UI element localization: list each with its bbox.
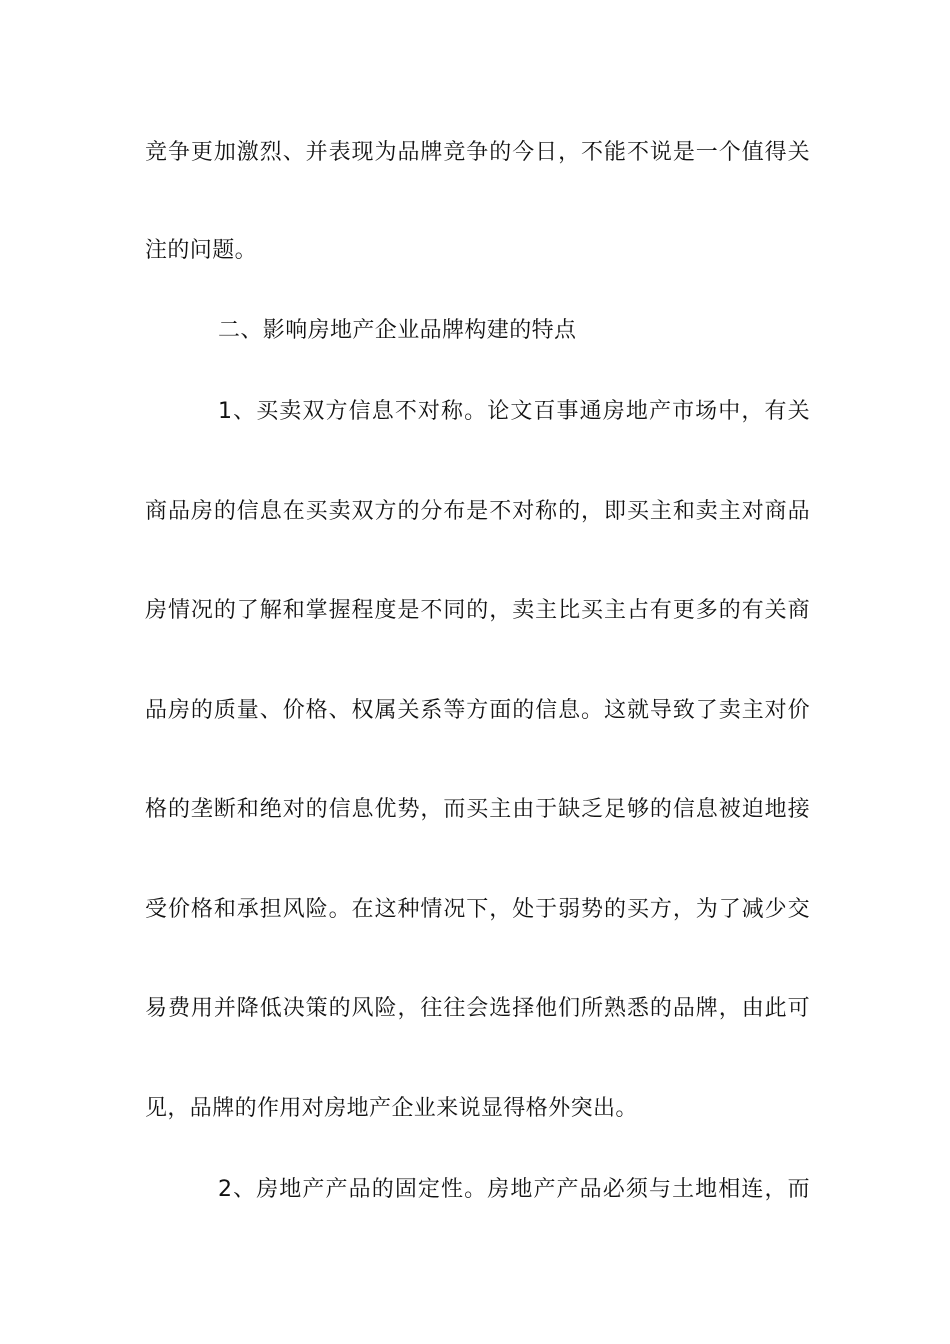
paragraph-line: 格的垄断和绝对的信息优势，而买主由于缺乏足够的信息被迫地接 bbox=[145, 797, 810, 822]
section-heading: 二、影响房地产企业品牌构建的特点 bbox=[218, 318, 577, 343]
paragraph-line: 注的问题。 bbox=[145, 238, 258, 263]
paragraph-line: 房情况的了解和掌握程度是不同的，卖主比买主占有更多的有关商 bbox=[145, 598, 810, 623]
paragraph-line: 商品房的信息在买卖双方的分布是不对称的，即买主和卖主对商品 bbox=[145, 499, 810, 524]
paragraph-line: 受价格和承担风险。在这种情况下，处于弱势的买方，为了减少交 bbox=[145, 897, 810, 922]
paragraph-line: 易费用并降低决策的风险，往往会选择他们所熟悉的品牌，由此可 bbox=[145, 996, 810, 1021]
paragraph-line: 竞争更加激烈、并表现为品牌竞争的今日，不能不说是一个值得关 bbox=[145, 140, 810, 165]
paragraph-line: 品房的质量、价格、权属关系等方面的信息。这就导致了卖主对价 bbox=[145, 698, 810, 723]
paragraph-line: 见，品牌的作用对房地产企业来说显得格外突出。 bbox=[145, 1096, 638, 1121]
paragraph-line: 2、房地产产品的固定性。房地产产品必须与土地相连，而 bbox=[218, 1177, 810, 1202]
paragraph-line: 1、买卖双方信息不对称。论文百事通房地产市场中，有关 bbox=[218, 399, 810, 424]
